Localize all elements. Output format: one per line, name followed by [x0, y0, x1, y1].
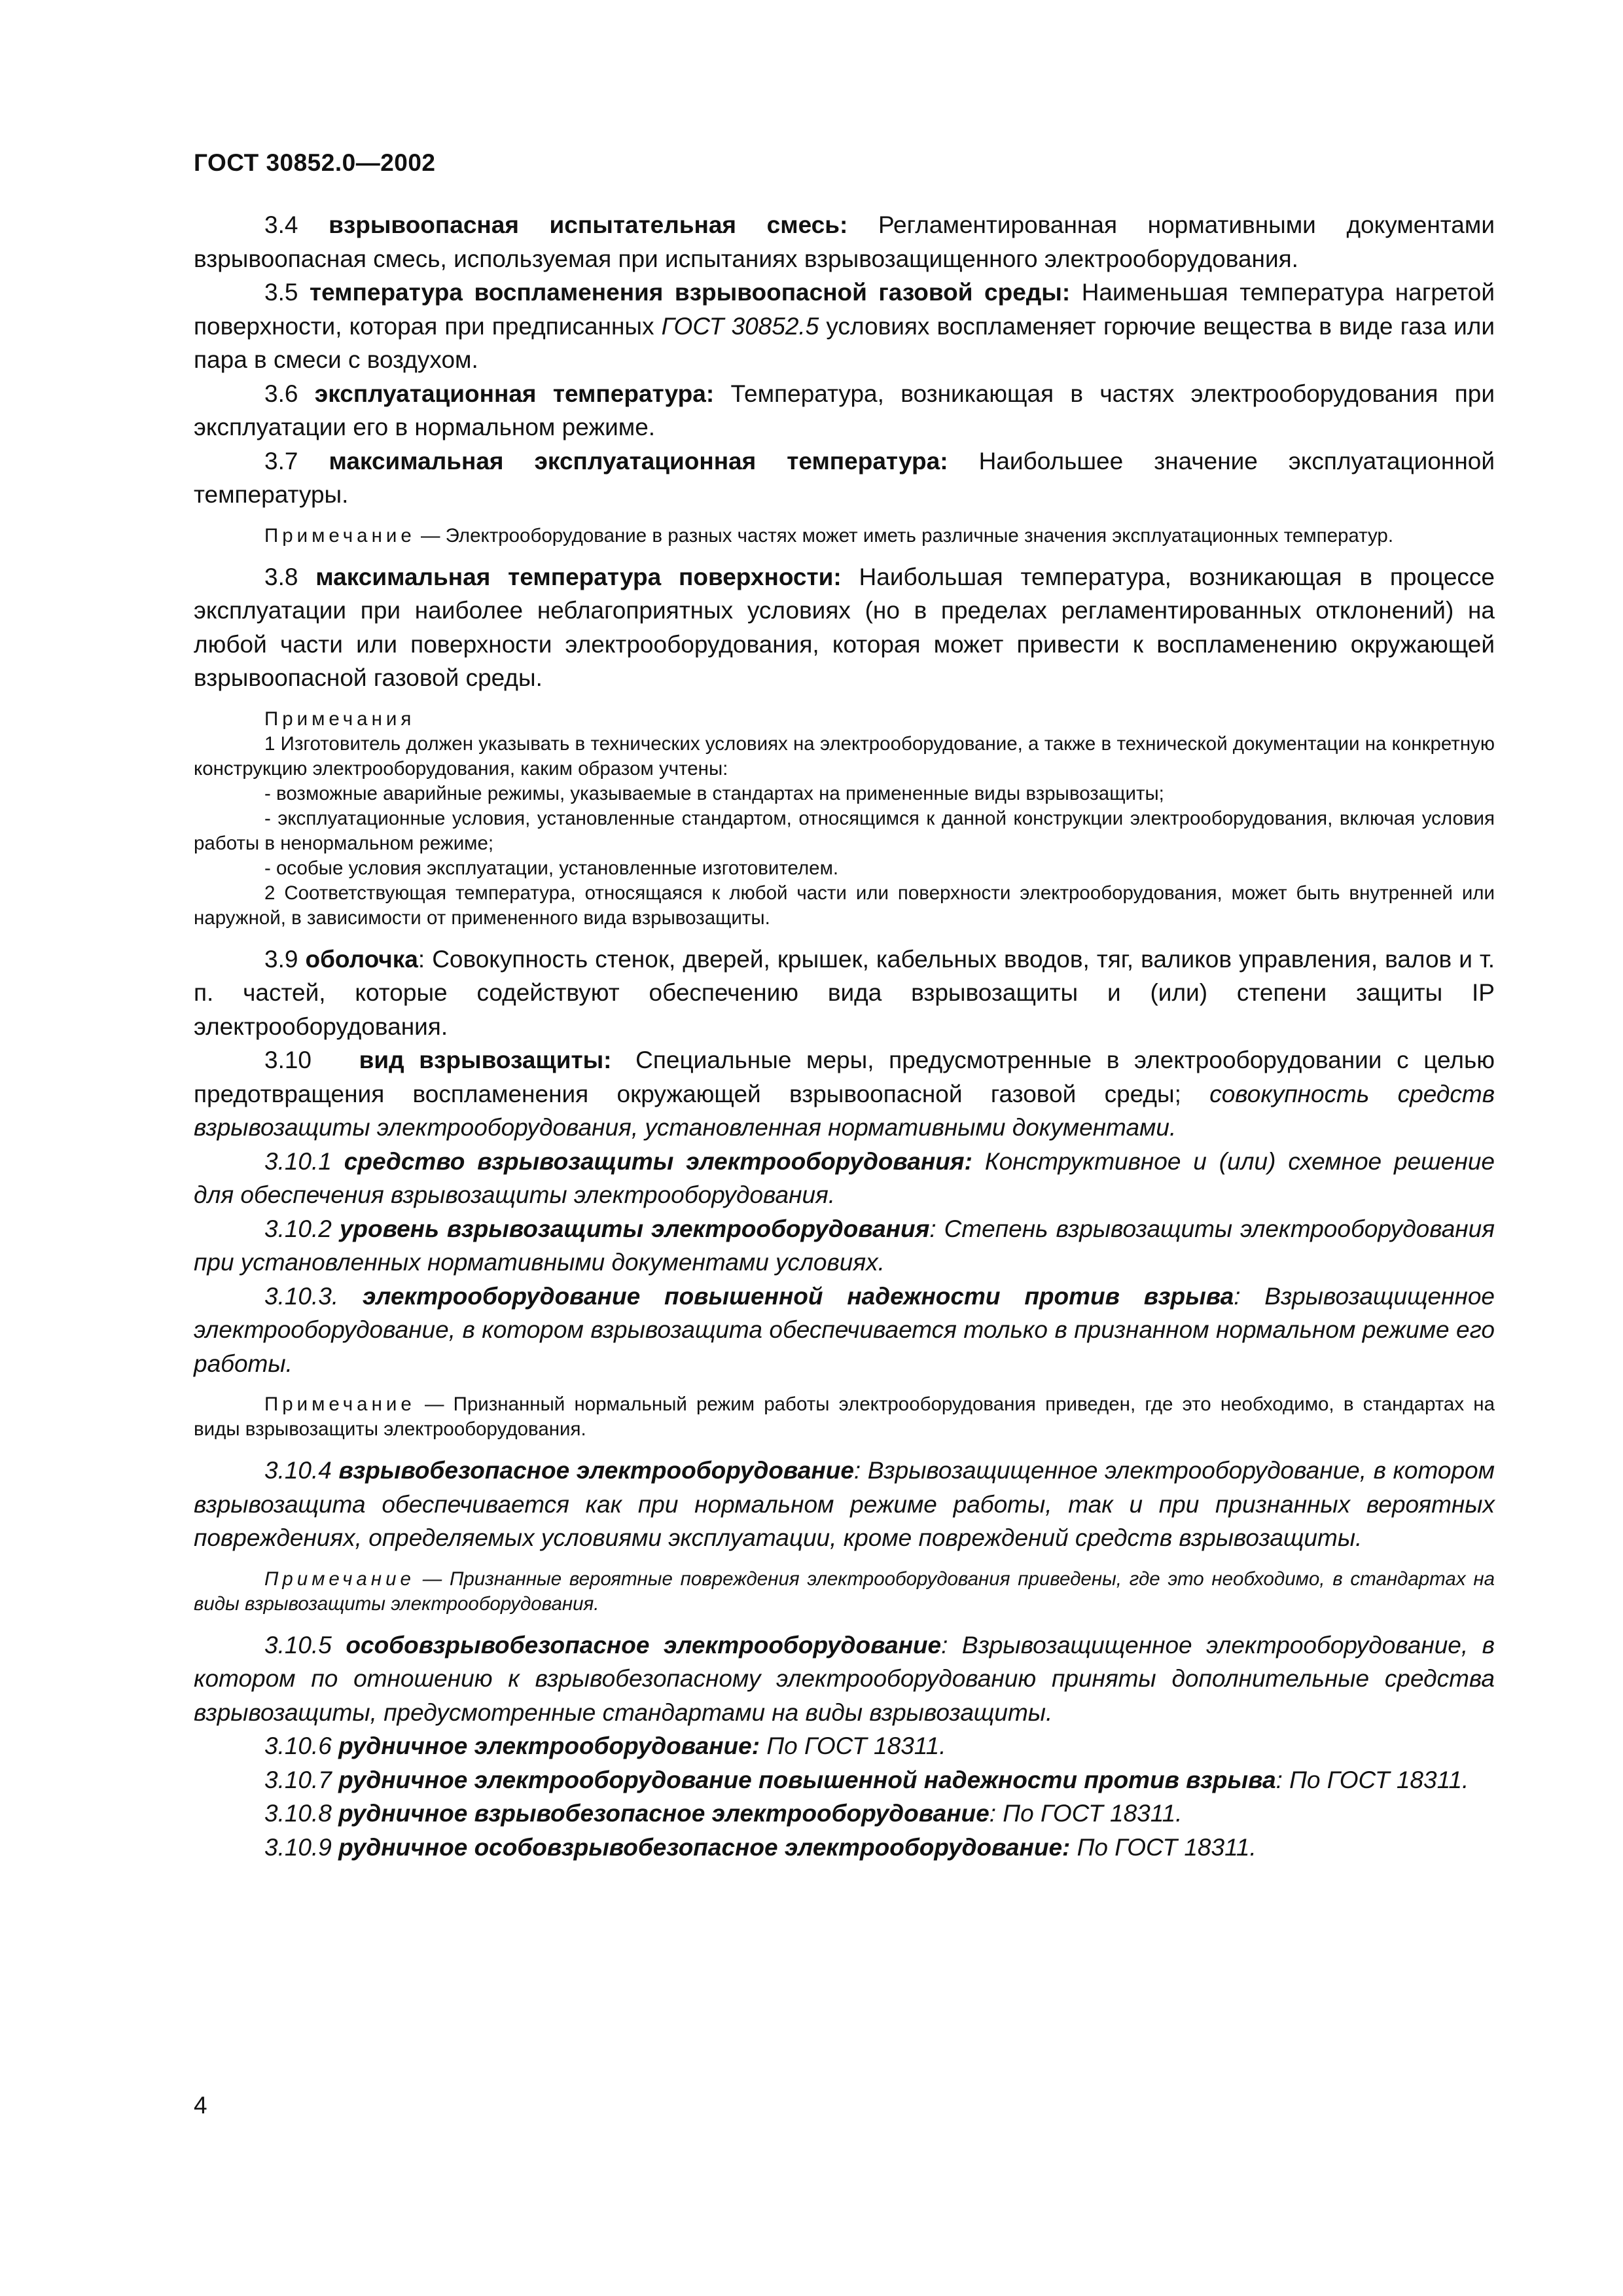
definition: : По ГОСТ 18311.: [989, 1800, 1183, 1827]
term: максимальная эксплуатационная температура:: [329, 447, 948, 475]
term: рудничное электрооборудование повышенной надежности против взрыва: [338, 1766, 1276, 1793]
note-text: — Признанный нормальный режим работы электрооборудования приведен, где это необходимо, в стандартах на виды взрывозащиты электрооборудования.: [194, 1393, 1495, 1440]
definition: Специальные меры, предусмотренные в электрооборудовании с целью предотвращения воспламенения окружающей взрывоопасной газовой среды;: [194, 1047, 1495, 1107]
clause-number: 3.8: [264, 563, 298, 590]
definition: По ГОСТ 18311.: [1077, 1833, 1257, 1861]
clause-3-10-8: [194, 1797, 1495, 1831]
clause-number: 3.7: [264, 447, 298, 475]
clause-3-10-2: [194, 1212, 1495, 1280]
clause-number: 3.10.4: [264, 1457, 332, 1484]
note-label: Примечание: [264, 524, 416, 547]
definition: : По ГОСТ 18311.: [1275, 1766, 1469, 1793]
notes-3-8: [194, 707, 1495, 931]
clause-3-9: [194, 942, 1495, 1044]
standard-reference: ГОСТ 30852.5: [661, 312, 819, 340]
term: средство взрывозащиты электрооборудования:: [344, 1147, 972, 1175]
term: электрооборудование повышенной надежности против взрыва: [363, 1282, 1234, 1310]
term: рудничное взрывобезопасное электрооборудование: [338, 1800, 990, 1827]
clause-3-5: [194, 276, 1495, 377]
definition: : Взрывозащищенное электрооборудование, в котором взрывозащита обеспечивается только в признанном нормальном режиме его работы.: [194, 1282, 1495, 1377]
page-number: 4: [194, 2092, 207, 2119]
clause-3-6: [194, 377, 1495, 444]
term: уровень взрывозащиты электрооборудования: [339, 1215, 930, 1242]
clause-3-10-4: [194, 1454, 1495, 1555]
clause-3-10-6: [194, 1729, 1495, 1763]
term: рудничное особовзрывобезопасное электрооборудование:: [338, 1833, 1071, 1861]
definition: Наименьшая температура нагретой поверхности, которая при предписанных: [194, 279, 1495, 340]
note-3-7: [194, 524, 1495, 548]
clause-number: 3.10.8: [264, 1800, 332, 1827]
clause-3-8: [194, 560, 1495, 695]
clause-number: 3.10.9: [264, 1833, 332, 1861]
clause-number: 3.10.1: [264, 1147, 332, 1175]
definition: Регламентированная нормативными документами взрывоопасная смесь, используемая при испытаниях взрывозащищенного электрооборудования.: [194, 211, 1495, 272]
clause-number: 3.9: [264, 945, 298, 973]
definition: Температура, возникающая в частях электрооборудования при эксплуатации его в нормальном режиме.: [194, 380, 1495, 440]
clause-number: 3.4: [264, 211, 298, 238]
clause-number: 3.10: [264, 1047, 312, 1073]
clause-3-10-3: [194, 1280, 1495, 1381]
note-bullet-3: - особые условия эксплуатации, установленные изготовителем.: [264, 857, 839, 879]
definition: По ГОСТ 18311.: [766, 1732, 946, 1759]
term: рудничное электрооборудование:: [338, 1732, 760, 1759]
clause-number: 3.10.2: [264, 1215, 332, 1242]
definition: Наибольшая температура, возникающая в процессе эксплуатации при наиболее неблагоприятных условиях (но в пределах регламентированных отклонений) на любой части или поверхности электрооборудования, которая может привести к воспламенению окружающей взрывоопасной газовой среды.: [194, 563, 1495, 691]
term: вид взрывозащиты:: [359, 1047, 612, 1073]
definition: : Степень взрывозащиты электрооборудования при установленных нормативными документами условиях.: [194, 1215, 1495, 1276]
clause-3-10: [194, 1043, 1495, 1145]
note-item-2: 2 Соответствующая температура, относящаяся к любой части или поверхности электрооборудования, может быть внутренней или наружной, в зависимости от примененного вида взрывозащиты.: [194, 882, 1495, 929]
clause-3-10-5: [194, 1628, 1495, 1730]
definition: : Совокупность стенок, дверей, крышек, кабельных вводов, тяг, валиков управления, валов и т. п. частей, которые содействуют обеспечению вида взрывозащиты и (или) степени защиты IP электрооборудования.: [194, 945, 1495, 1040]
term: температура воспламенения взрывоопасной газовой среды:: [309, 279, 1071, 306]
clause-3-10-1: [194, 1145, 1495, 1212]
term: эксплуатационная температура:: [314, 380, 715, 407]
clause-number: 3.10.5: [264, 1631, 332, 1659]
term: взрывоопасная испытательная смесь:: [329, 211, 848, 238]
term: максимальная температура поверхности:: [315, 563, 842, 590]
note-label: Примечание: [264, 1393, 416, 1415]
term: особовзрывобезопасное электрооборудование: [346, 1631, 942, 1659]
definition-italic: совокупность средств взрывозащиты электрооборудования, установленная нормативными документами.: [194, 1080, 1495, 1141]
clause-3-10-7: [194, 1763, 1495, 1797]
definition: : Взрывозащищенное электрооборудование, в котором взрывозащита обеспечивается как при нормальном режиме работы, так и при признанных вероятных повреждениях, определяемых условиями эксплуатации, кроме повреждений средств взрывозащиты.: [194, 1457, 1495, 1551]
clause-number: 3.10.3.: [264, 1282, 339, 1310]
clause-3-4: [194, 208, 1495, 276]
note-bullet-1: - возможные аварийные режимы, указываемые в стандартах на примененные виды взрывозащиты;: [264, 782, 1164, 804]
note-text: — Электрооборудование в разных частях может иметь различные значения эксплуатационных температур.: [420, 524, 1394, 547]
clause-number: 3.6: [264, 380, 298, 407]
note-3-10-4: [194, 1567, 1495, 1617]
definition: : Взрывозащищенное электрооборудование, в котором по отношению к взрывобезопасному электрооборудованию приняты дополнительные средства взрывозащиты, предусмотренные стандартами на виды взрывозащиты.: [194, 1631, 1495, 1726]
note-bullet-2: - эксплуатационные условия, установленные стандартом, относящимся к данной конструкции электрооборудования, включая условия работы в ненормальном режиме;: [194, 807, 1495, 854]
definition: Наибольшее значение эксплуатационной температуры.: [194, 447, 1495, 508]
term: взрывобезопасное электрооборудование: [338, 1457, 854, 1484]
note-text: — Признанные вероятные повреждения электрооборудования приведены, где это необходимо, в стандартах на виды взрывозащиты электрооборудования.: [194, 1568, 1495, 1615]
document-body: [194, 208, 1495, 1864]
note-item-1: 1 Изготовитель должен указывать в технических условиях на электрооборудование, а также в технической документации на конкретную конструкцию электрооборудования, каким образом учтены:: [194, 732, 1495, 780]
term: оболочка: [305, 945, 418, 973]
notes-label: Примечания: [264, 708, 416, 730]
clause-number: 3.5: [264, 279, 298, 306]
clause-3-7: [194, 444, 1495, 512]
definition: Конструктивное и (или) схемное решение для обеспечения взрывозащиты электрооборудования.: [194, 1147, 1495, 1208]
document-header: ГОСТ 30852.0—2002: [194, 149, 436, 176]
clause-number: 3.10.7: [264, 1766, 332, 1793]
note-label: Примечание: [264, 1568, 415, 1590]
clause-3-10-9: [194, 1831, 1495, 1865]
clause-number: 3.10.6: [264, 1732, 332, 1759]
definition: условиях воспламеняет горючие вещества в виде газа или пара в смеси с воздухом.: [194, 312, 1495, 373]
note-3-10-3: [194, 1392, 1495, 1442]
